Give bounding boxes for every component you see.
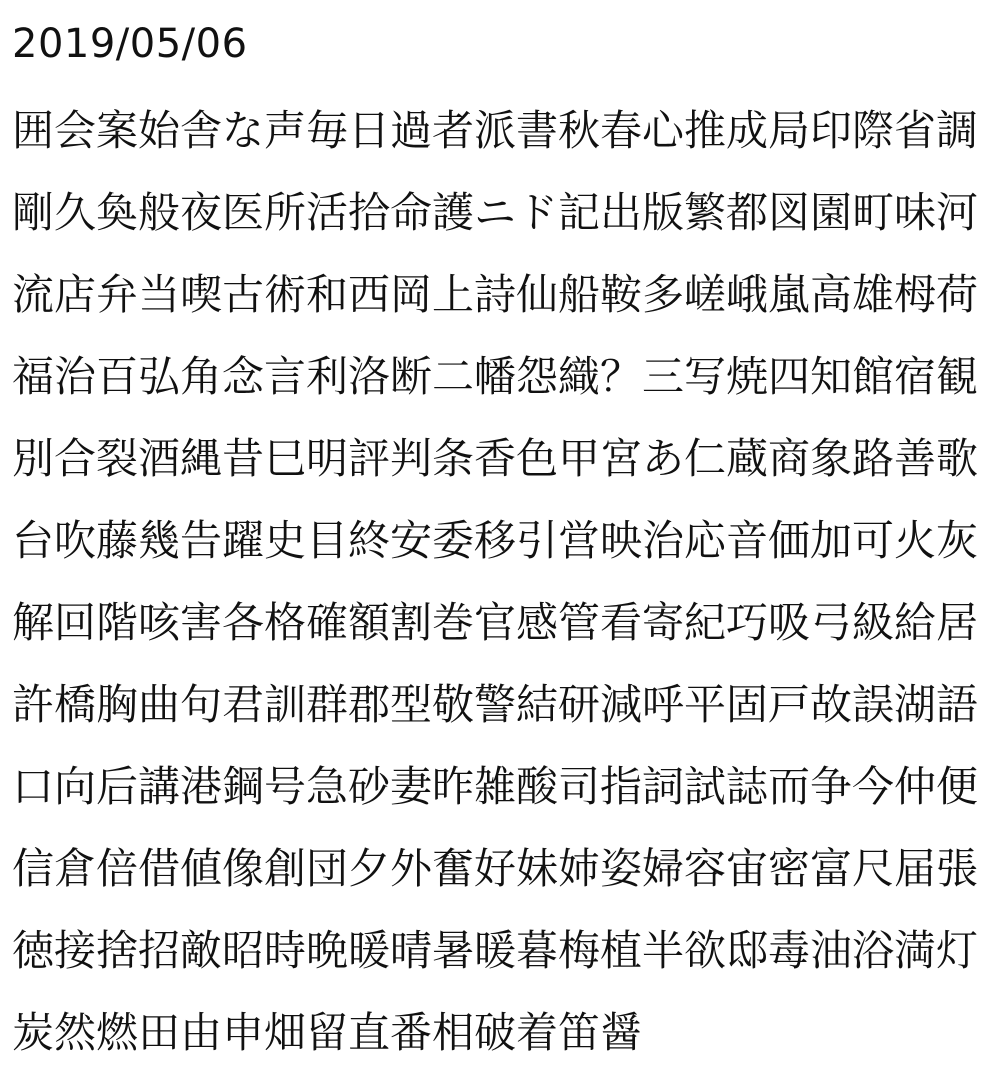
text-line: 徳接捨招敵昭時晩暖晴暑暖暮梅植半欲邸毒油浴満灯 xyxy=(12,926,979,975)
text-line: 囲会案始舎な声毎日過者派書秋春心推成局印際省調 xyxy=(12,106,979,155)
text-line: 解回階咳害各格確額割巻官感管看寄紀巧吸弓級給居 xyxy=(12,598,979,647)
text-body xyxy=(12,90,988,1074)
text-line: 福治百弘角念言利洛断二幡怨織？三写焼四知館宿観 xyxy=(12,352,979,401)
text-line: 流店弁当喫古術和西岡上詩仙船鞍多嵯峨嵐高雄栂荷 xyxy=(12,270,979,319)
text-line: 炭然燃田由申畑留直番相破着笛醤 xyxy=(12,1008,643,1057)
text-line: 許橋胸曲句君訓群郡型敬警結研減呼平固戸故誤湖語 xyxy=(12,680,979,729)
text-line: 口向后講港鋼号急砂妻昨雑酸司指詞試誌而争今仲便 xyxy=(12,762,979,811)
text-line: 信倉倍借値像創団夕外奮好妹姉姿婦容宙密富尺届張 xyxy=(12,844,979,893)
document-date: 2019/05/06 xyxy=(12,21,248,67)
document-page xyxy=(12,16,988,1074)
text-line: 別合裂酒縄昔巳明評判条香色甲宮あ仁蔵商象路善歌 xyxy=(12,434,979,483)
text-line: 剛久奐般夜医所活拾命護ニド記出版繁都図園町味河 xyxy=(12,188,979,237)
text-line: 台吹藤幾告躍史目終安委移引営映治応音価加可火灰 xyxy=(12,516,979,565)
